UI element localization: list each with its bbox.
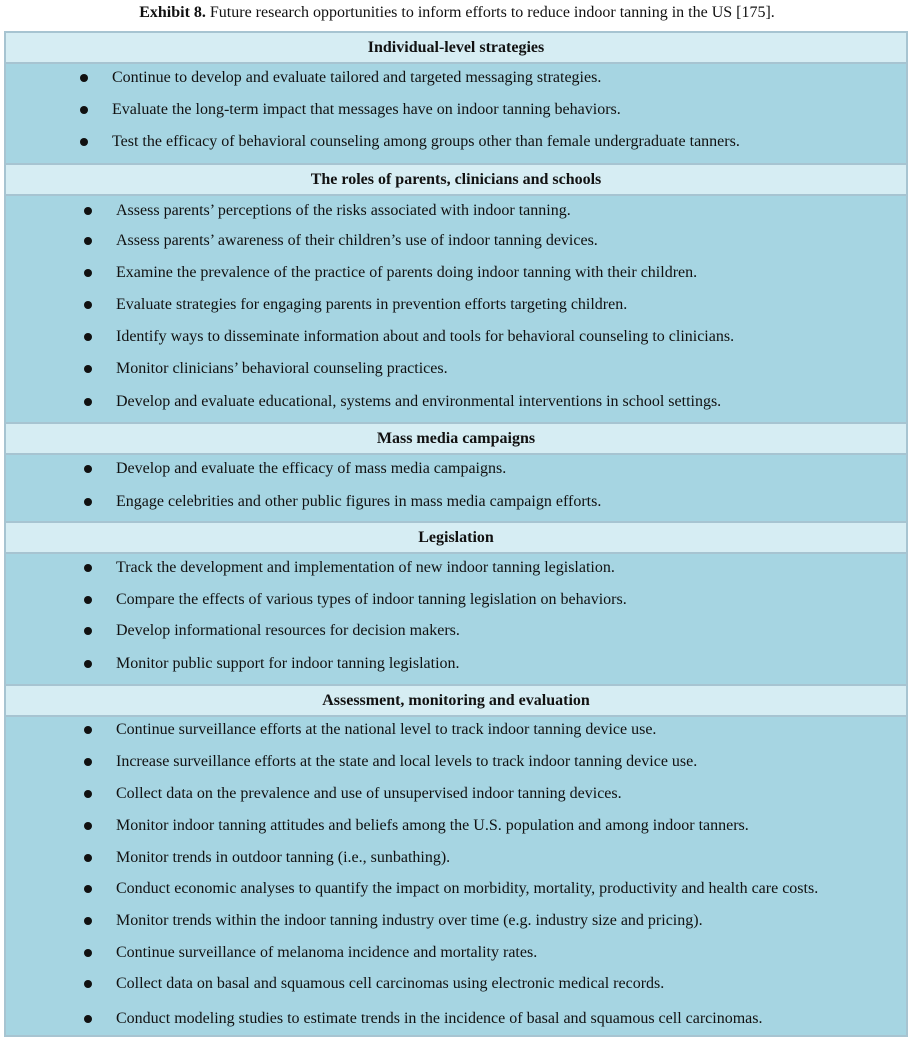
list-item-text: Track the development and implementation of new indoor tanning legislation. xyxy=(116,559,615,576)
list-item xyxy=(6,68,906,88)
bullet-icon xyxy=(84,885,92,893)
bullet-icon xyxy=(84,333,92,341)
bullet-icon xyxy=(84,398,92,406)
bullet-icon xyxy=(84,465,92,473)
list-item xyxy=(6,492,906,512)
list-item-text: Conduct economic analyses to quantify the impact on morbidity, mortality, productivity and health care costs. xyxy=(116,880,819,897)
list-item-text: Conduct modeling studies to estimate trends in the incidence of basal and squamous cell carcinomas. xyxy=(116,1010,763,1027)
list-item xyxy=(6,392,906,412)
list-item-text: Evaluate strategies for engaging parents in prevention efforts targeting children. xyxy=(116,296,628,313)
list-item xyxy=(6,784,906,804)
list-item xyxy=(6,879,906,899)
list-item xyxy=(6,327,906,347)
bullet-icon xyxy=(84,726,92,734)
list-item-text: Develop informational resources for decision makers. xyxy=(116,622,460,639)
list-item xyxy=(6,752,906,772)
section-header: Legislation xyxy=(6,521,906,554)
exhibit-label: Exhibit 8. xyxy=(139,4,206,21)
bullet-icon xyxy=(84,207,92,215)
list-item xyxy=(6,359,906,379)
list-item xyxy=(6,654,906,674)
list-item-text: Collect data on the prevalence and use of unsupervised indoor tanning devices. xyxy=(116,785,622,802)
list-item xyxy=(6,263,906,283)
list-item-text: Continue to develop and evaluate tailored and targeted messaging strategies. xyxy=(112,69,602,86)
section-header: The roles of parents, clinicians and schools xyxy=(6,163,906,196)
list-item-text: Monitor trends in outdoor tanning (i.e., sunbathing). xyxy=(116,849,451,866)
list-item-text: Collect data on basal and squamous cell carcinomas using electronic medical records. xyxy=(116,975,665,992)
exhibit-caption xyxy=(0,3,914,23)
bullet-icon xyxy=(84,854,92,862)
list-item xyxy=(6,911,906,931)
bullet-icon xyxy=(84,564,92,572)
list-item xyxy=(6,459,906,479)
research-opportunities-table xyxy=(4,31,908,1037)
list-item-text: Increase surveillance efforts at the state and local levels to track indoor tanning device use. xyxy=(116,753,698,770)
list-item-text: Test the efficacy of behavioral counseling among groups other than female undergraduate tanners. xyxy=(112,133,740,150)
bullet-icon xyxy=(84,1015,92,1023)
list-item-text: Identify ways to disseminate information about and tools for behavioral counseling to clinicians. xyxy=(116,328,735,345)
bullet-icon xyxy=(84,498,92,506)
list-item xyxy=(6,1009,906,1029)
list-item-text: Assess parents’ perceptions of the risks associated with indoor tanning. xyxy=(116,202,571,219)
bullet-icon xyxy=(84,365,92,373)
list-item xyxy=(6,295,906,315)
list-item xyxy=(6,201,906,221)
list-item xyxy=(6,974,906,994)
list-item xyxy=(6,590,906,610)
bullet-icon xyxy=(84,269,92,277)
bullet-icon xyxy=(84,237,92,245)
list-item-text: Engage celebrities and other public figures in mass media campaign efforts. xyxy=(116,493,602,510)
list-item-text: Monitor public support for indoor tanning legislation. xyxy=(116,655,460,672)
bullet-icon xyxy=(84,301,92,309)
list-item-text: Examine the prevalence of the practice of parents doing indoor tanning with their children. xyxy=(116,264,698,281)
list-item xyxy=(6,816,906,836)
list-item-text: Monitor indoor tanning attitudes and beliefs among the U.S. population and among indoor tanners. xyxy=(116,817,749,834)
bullet-icon xyxy=(84,790,92,798)
bullet-icon xyxy=(84,758,92,766)
section-header: Individual-level strategies xyxy=(6,33,906,64)
bullet-icon xyxy=(84,822,92,830)
bullet-icon xyxy=(84,660,92,668)
list-item xyxy=(6,100,906,120)
list-item xyxy=(6,720,906,740)
section-header: Assessment, monitoring and evaluation xyxy=(6,684,906,717)
list-item-text: Evaluate the long-term impact that messages have on indoor tanning behaviors. xyxy=(112,101,621,118)
list-item xyxy=(6,848,906,868)
bullet-icon xyxy=(84,917,92,925)
list-item-text: Compare the effects of various types of indoor tanning legislation on behaviors. xyxy=(116,591,627,608)
list-item xyxy=(6,132,906,152)
list-item xyxy=(6,943,906,963)
bullet-icon xyxy=(80,74,88,82)
list-item-text: Continue surveillance efforts at the national level to track indoor tanning device use. xyxy=(116,721,657,738)
list-item-text: Monitor clinicians’ behavioral counseling practices. xyxy=(116,360,448,377)
list-item-text: Assess parents’ awareness of their children’s use of indoor tanning devices. xyxy=(116,232,598,249)
bullet-icon xyxy=(84,596,92,604)
list-item-text: Develop and evaluate educational, systems and environmental interventions in school settings. xyxy=(116,393,722,410)
list-item xyxy=(6,231,906,251)
bullet-icon xyxy=(84,980,92,988)
bullet-icon xyxy=(84,627,92,635)
list-item xyxy=(6,558,906,578)
bullet-icon xyxy=(80,106,88,114)
list-item-text: Continue surveillance of melanoma incidence and mortality rates. xyxy=(116,944,538,961)
list-item-text: Develop and evaluate the efficacy of mass media campaigns. xyxy=(116,460,507,477)
list-item xyxy=(6,621,906,641)
bullet-icon xyxy=(84,949,92,957)
bullet-icon xyxy=(80,138,88,146)
exhibit-title: Future research opportunities to inform efforts to reduce indoor tanning in the US [175]. xyxy=(209,4,775,21)
section-header: Mass media campaigns xyxy=(6,422,906,455)
list-item-text: Monitor trends within the indoor tanning industry over time (e.g. industry size and pricing). xyxy=(116,912,703,929)
